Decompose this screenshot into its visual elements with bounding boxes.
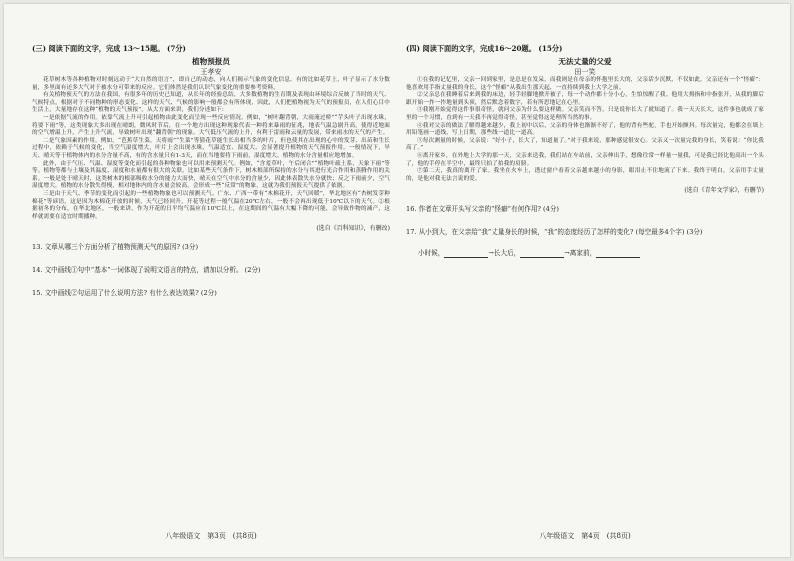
paragraph: ⑥离开家乡，在外地上大学的那一天，父亲来送我，我们站在车站前，父亲伸出手，想像往常一样量一量我，可是我已经比他高出一个头了，他的手停在半空中，最终只拍了拍我的肩膀。 xyxy=(406,152,764,167)
article-title: 无法丈量的父爱 xyxy=(558,57,612,66)
question-16: 16. 作者在文章开头写父亲的“怪癖”有何作用? (4分) xyxy=(406,205,559,214)
section-header: (四) 阅读下面的文字，完成16～20题。 (15分) xyxy=(406,44,563,53)
right-column xyxy=(406,44,764,258)
paragraph: 二是气象因素的作用。例如，“芭蕉草生菜，天将雨”“生菜”等猜花草能生长出相当多的叶片，但也使其在出现的心中的发芽、出苗和生长过程中，依赖于气候的变化，当空气湿度增大，叶片上会出现水珠，气温适宜、湿度大、会显著提升植物的天气预报作用。一般情况下，旱天、晴天等于植物体内的水分含量不高，有的含水量只有1-3天，而在当地要将下雨前，湿度增大，植物的水分含量相应地增加。 xyxy=(32,137,390,159)
question-14: 14. 文中画线①句中“基本”一词体现了说明文语言的特点，请加以分析。 (2分) xyxy=(32,266,261,275)
answer-blank[interactable] xyxy=(520,250,564,258)
page-footer: 八年级语文 第3页 (共8页) xyxy=(165,532,257,540)
paragraph: 有关植物预天气的方法在我国，有很多年的历史已知道，从长年的经验总结，大多数植物的生育期及表现由环境综合反映了当时的天气、气候特点，根据对于不同物种的形态变化、这样的天气、气候的影响一般都会有所体现，因此，人们把植物视为天气的预报员，在人们心目中生活上，大量地存在这种“植物的天气预报”。从大方面来讲，我们分述如下: xyxy=(32,92,390,114)
paragraph: ①在我的记忆里，父亲一回到家里，是总是在发呆，而我则是在母亲的怀抱里长大的，父亲话少沉默，不仅如此，父亲还有一个“怪癖”：他喜欢用手指丈量我的身长，这个“怪癖”从我出生那天起，一直持续到我上大学之前。 xyxy=(406,77,764,91)
article-author: 王孝安 xyxy=(200,68,222,76)
paragraph: 此外，由于气压、气温、湿度等变化而引起的各种物象也可以用来预测天气。例如，“含羞草叶，午后闭合”“植物叶疏土系，天象下雨”等等。植物等都与土壤及其温度、湿度和水量都有很大的关联。比如某些天气条件下，树木根部所保持的水分与其进行光合作用和蒸腾作用的关系。一般是处于晴天时，这类树木的根部吸收水分的能力大而快，晴天在空气中水分的含量少，因此体表散失水分就快；反之下雨前夕，空气湿度增大，植物的水分散失得慢，相对地体内的含水量会较高，会形成一些“反常”的物象，这就为我们预报天气提供了依据。 xyxy=(32,160,390,190)
answer-flow xyxy=(406,249,764,258)
exam-sheet xyxy=(4,4,790,557)
source-note: (选自《青年文学家》，有删节) xyxy=(684,187,764,195)
answer-blank[interactable] xyxy=(444,250,488,258)
paragraph: ②父亲总在我睡着后来到我的床边，轻手轻脚地掀开被子，每一个动作都十分小心，生怕惊醒了我。他用大拇指和中指张开，从我的脚后跟开始一拃一拃地量到头顶，然后默念着数字，若有所思地记在心里。 xyxy=(406,92,764,106)
page-footer: 八年级语文 第4页 (共8页) xyxy=(539,532,631,540)
flow-start-label: 小时候， xyxy=(418,249,445,258)
article-author: 田一笑 xyxy=(574,68,596,76)
paragraph: 三是由于天气、季节的变化而引起的一些植物物象也可以预测天气。广东、广西一带有“木棉花开，天气回暖”，华北地区有“杏树发芽种棉花”等谚语，这是因为木棉花开放的时候，天气已经回升，开花等过程一般气温在20℃左右，一般不会再出现低于10℃以下的天气。②根据初冬的分布，在华北地区，一般来讲，作为开花的日平均气温应在10℃以上，在这期间的气温有大幅下降的可能，会导致作物的减产，这样就需要在适宜时期播种。 xyxy=(32,190,390,220)
paragraph: 一是依据气流的作用。依靠气流上升可引起植物由此变化而呈现一些反应情况。例如，“树叶翻背朝，大雨淹过桥”“芋头叶子出现水珠，将要下雨”等，这类现象大多出现在晴朗，微风时节后，在一个地方出现这种现象代表一种将来暴雨的征兆，地表气温急剧升高，使得近地面的空气增温上升，产生上升气流，导致树叶出现“翻背朝”的现象。大气低压气流的上升，有利于雷雨和云量的发展，带来雨水的天气的产生。 xyxy=(32,114,390,137)
paragraph: ④我对父亲的做法了解得越来越少，我上初中以后，父亲的身体也渐渐不好了，他的背有些驼，手也开始颤抖。每次量完，他都会在墙上用铅笔画一道线，写上日期，那些线一道比一道高。 xyxy=(406,122,764,137)
question-13: 13. 文章从哪三个方面分析了植物预测天气的原因? (3分) xyxy=(32,243,199,252)
source-note: (选自《百科知识》，有删改) xyxy=(316,225,390,233)
paragraph: ⑦第二天，我真的离开了家。我坐在火车上，透过窗户看着父亲越来越小的身影，眼泪止不住地流了下来。我终于明白，父亲用手丈量的，是他对我无法言说的爱。 xyxy=(406,168,764,182)
paragraph: 花草树木等各种植物对时刻远动于“大自然的语言”，即自己的动态，向人们揭示气象的变化信息。有的比如花草上，叶子显示了水分数量，多里面有还多大气对于被水分可带来的反应。它们体然是我们认识气象变化的重要参考资料。 xyxy=(32,77,390,91)
article-title: 植物预报员 xyxy=(192,57,230,66)
answer-blank[interactable] xyxy=(596,250,640,258)
flow-mid-label: →离家前， xyxy=(564,249,597,258)
paragraph: ⑤每次测量的时候，父亲说：“好小子，长大了，知道量了。”对于我来说，那种感觉很安心。父亲又一次量完我的身长，笑着说：“你比我高了。” xyxy=(406,137,764,152)
question-17: 17. 从小到大，在父亲给“我”丈量身长的时候，“我”的态度经历了怎样的变化? (每空最多4个字) (3分) xyxy=(406,228,703,237)
question-15: 15. 文中画线②句运用了什么说明方法? 有什么表达效果? (2分) xyxy=(32,289,217,298)
section-header: (三) 阅读下面的文字，完成 13～15题。 (7分) xyxy=(32,44,186,53)
left-column xyxy=(32,44,390,298)
paragraph: ③我刚开始觉得这件事很奇怪，就问父亲为什么要这样做。父亲笑而不答，只是说你长大了就知道了。我一天天长大，这件事也就成了家里的一个习惯，直到有一天我不再觉得奇怪，甚至觉得这是理所当然的事。 xyxy=(406,107,764,121)
flow-mid-label: →长大后， xyxy=(488,249,521,258)
